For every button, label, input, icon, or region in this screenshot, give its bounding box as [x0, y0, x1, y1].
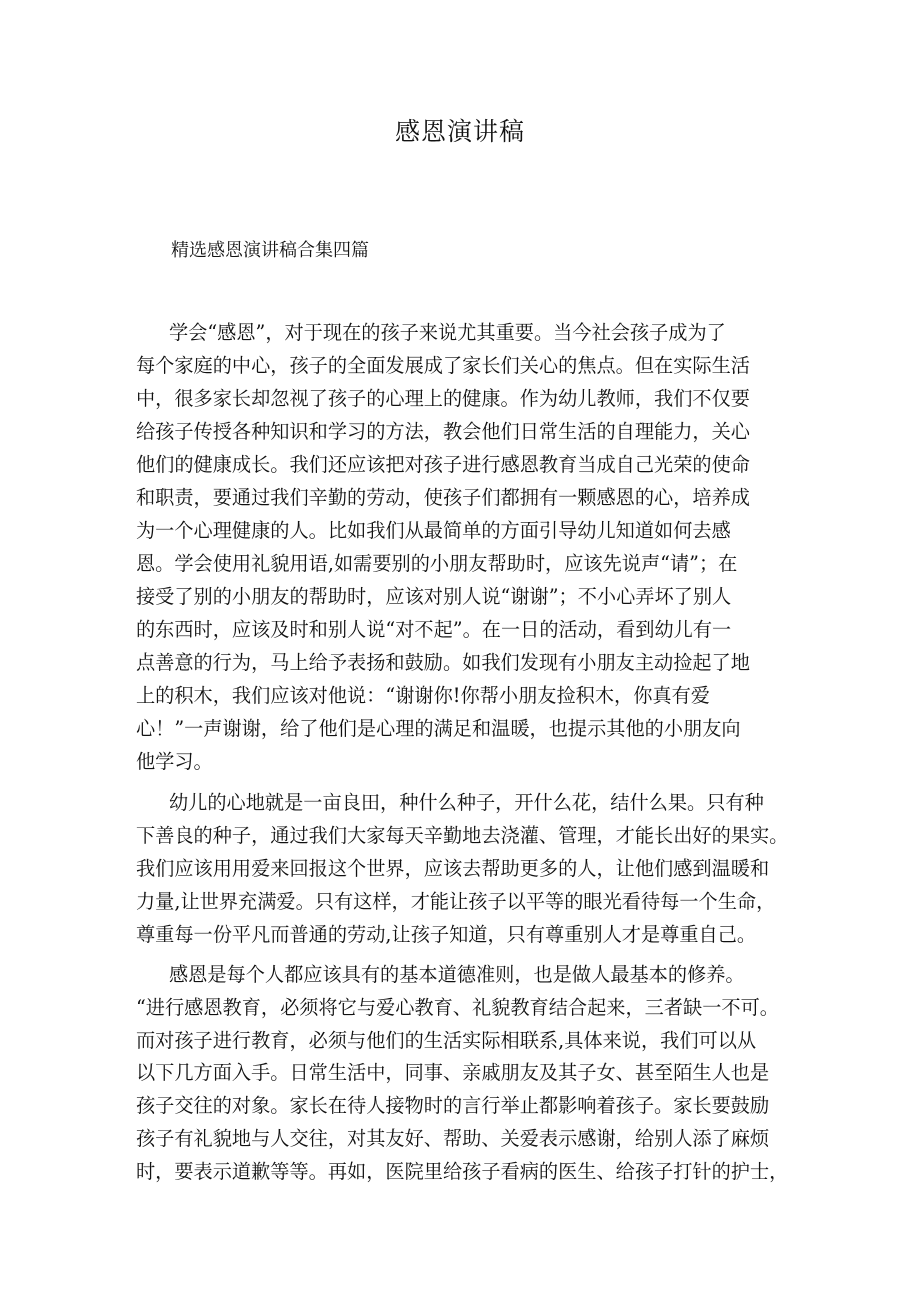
paragraph-line: 孩子交往的对象。家长在待人接物时的言行举止都影响着孩子。家长要鼓励 [136, 1094, 770, 1118]
paragraph-line: 中，很多家长却忽视了孩子的心理上的健康。作为幼儿教师，我们不仅要 [136, 387, 750, 410]
paragraph-line: 孩子有礼貌地与人交往，对其友好、帮助、关爱表示感谢，给别人添了麻烦 [136, 1126, 770, 1150]
paragraph-line: 感恩是每个人都应该具有的基本道德准则，也是做人最基本的修养。 [169, 963, 745, 986]
paragraph-line: 接受了别的小朋友的帮助时，应该对别人说“谢谢”；不小心弄坏了别人 [136, 585, 732, 608]
paragraph-line: 时，要表示道歉等等。再如，医院里给孩子看病的医生、给孩子打针的护士， [136, 1159, 789, 1183]
document-title: 感恩演讲稿 [394, 117, 525, 146]
paragraph-line: 幼儿的心地就是一亩良田，种什么种子，开什么花，结什么果。只有种 [169, 791, 764, 814]
paragraph-line: 每个家庭的中心，孩子的全面发展成了家长们关心的焦点。但在实际生活 [136, 354, 750, 377]
paragraph-line: 恩。学会使用礼貌用语,如需要别的小朋友帮助时，应该先说声“请”；在 [136, 552, 738, 575]
paragraph-line: 心！”一声谢谢，给了他们是心理的满足和温暖，也提示其他的小朋友向 [136, 717, 741, 740]
paragraph-line: 学会“感恩”，对于现在的孩子来说尤其重要。当今社会孩子成为了 [169, 321, 726, 344]
paragraph-line: 为一个心理健康的人。比如我们从最简单的方面引导幼儿知道如何去感 [136, 519, 731, 542]
paragraph-line: 以下几方面入手。日常生活中，同事、亲戚朋友及其子女、甚至陌生人也是 [136, 1061, 770, 1085]
paragraph-line: 力量,让世界充满爱。只有这样，才能让孩子以平等的眼光看待每一个生命， [136, 890, 776, 913]
paragraph-2 [136, 786, 796, 951]
paragraph-line: 我们应该用用爱来回报这个世界，应该去帮助更多的人，让他们感到温暖和 [136, 857, 770, 880]
paragraph-3 [136, 959, 796, 1189]
paragraph-line: 上的积木，我们应该对他说：“谢谢你!你帮小朋友捡积木，你真有爱 [136, 684, 710, 707]
paragraph-line: 他们的健康成长。我们还应该把对孩子进行感恩教育当成自己光荣的使命 [136, 453, 750, 476]
paragraph-line: 和职责，要通过我们辛勤的劳动，使孩子们都拥有一颗感恩的心，培养成 [136, 486, 750, 509]
paragraph-line: 而对孩子进行教育，必须与他们的生活实际相联系,具体来说，我们可以从 [136, 1028, 757, 1052]
paragraph-line: 点善意的行为，马上给予表扬和鼓励。如我们发现有小朋友主动捡起了地 [136, 651, 750, 674]
paragraph-line: 下善良的种子，通过我们大家每天辛勤地去浇灌、管理，才能长出好的果实。 [136, 824, 789, 847]
document-subtitle: 精选感恩演讲稿合集四篇 [171, 240, 369, 261]
paragraph-line: “进行感恩教育，必须将它与爱心教育、礼貌教育结合起来，三者缺一不可。 [136, 995, 779, 1019]
paragraph-line: 给孩子传授各种知识和学习的方法，教会他们日常生活的自理能力，关心 [136, 420, 750, 443]
paragraph-1 [136, 316, 796, 778]
paragraph-line: 尊重每一份平凡而普通的劳动,让孩子知道，只有尊重别人才是尊重自己。 [136, 923, 757, 946]
paragraph-line: 他学习。 [136, 750, 213, 773]
paragraph-line: 的东西时，应该及时和别人说“对不起”。在一日的活动，看到幼儿有一 [136, 618, 732, 641]
